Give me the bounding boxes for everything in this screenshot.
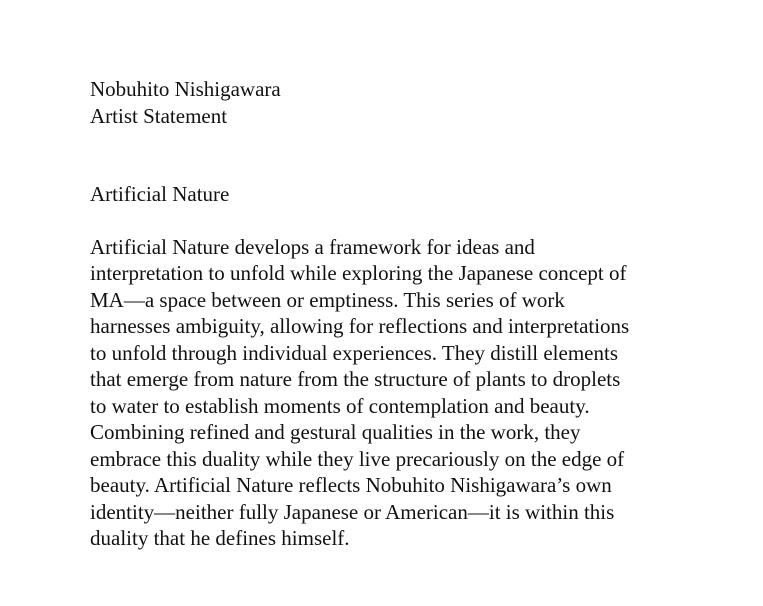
statement-title: Artificial Nature	[90, 182, 230, 206]
body-line: harnesses ambiguity, allowing for reflections and interpretations	[90, 314, 630, 338]
statement-title-block	[90, 181, 730, 208]
body-line: interpretation to unfold while exploring the Japanese concept of	[90, 261, 627, 285]
statement-body	[90, 234, 730, 552]
artist-name: Nobuhito Nishigawara	[90, 77, 281, 101]
body-line: beauty. Artificial Nature reflects Nobuhito Nishigawara’s own	[90, 473, 612, 497]
document-page	[90, 76, 730, 552]
body-line: duality that he defines himself.	[90, 526, 350, 550]
document-type: Artist Statement	[90, 103, 228, 128]
body-line: embrace this duality while they live precariously on the edge of	[90, 446, 625, 471]
body-line: MA—a space between or emptiness. This series of work	[90, 287, 565, 312]
body-line: identity—neither fully Japanese or American—it is within this	[90, 499, 615, 524]
body-line: that emerge from nature from the structure of plants to droplets	[90, 367, 621, 391]
body-line: Combining refined and gestural qualities in the work, they	[90, 420, 581, 444]
body-line: to unfold through individual experiences. They distill elements	[90, 340, 619, 365]
body-line: Artificial Nature develops a framework for ideas and	[90, 234, 535, 259]
body-line: to water to establish moments of contemplation and beauty.	[90, 393, 590, 418]
document-header	[90, 76, 730, 129]
